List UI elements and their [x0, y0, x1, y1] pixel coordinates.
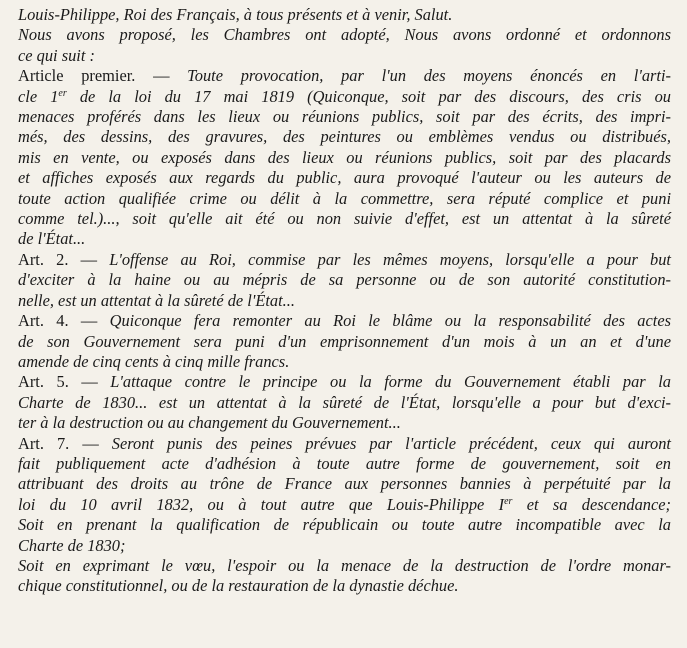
- line-text: mis en vente, ou exposés dans des lieux ou réunions publics, soit par des placards: [18, 147, 671, 167]
- line-text: Nous avons proposé, les Chambres ont adopté, Nous avons ordonné et ordonnons: [18, 25, 671, 45]
- line-text: chique constitutionnel, ou de la restauration de la dynastie déchue.: [18, 576, 459, 596]
- superscript: er: [58, 87, 67, 99]
- text-line: [18, 393, 671, 413]
- text-line: [18, 209, 671, 229]
- text-line: [18, 332, 671, 352]
- article-heading: Art. 5. —: [18, 372, 111, 392]
- line-text: amende de cinq cents à cinq mille francs.: [18, 351, 290, 371]
- text-line: [18, 148, 671, 168]
- line-text: L'attaque contre le principe ou la forme du Gouvernement établi par la: [110, 372, 671, 392]
- superscript: er: [504, 495, 513, 507]
- text-line: [18, 270, 671, 290]
- article-heading: Art. 2. —: [18, 249, 110, 269]
- line-text: d'exciter à la haine ou au mépris de sa personne ou de son autorité constitution-: [18, 270, 671, 290]
- line-text-continued: et sa descendance;: [512, 494, 671, 514]
- line-text: fait publiquement acte d'adhésion à toute autre forme de gouvernement, soit en: [18, 453, 671, 473]
- text-line: [18, 87, 671, 107]
- line-text: més, des dessins, des gravures, des peintures ou emblèmes vendus ou distribués,: [18, 127, 671, 147]
- text-line: [18, 311, 671, 331]
- text-line: [18, 189, 671, 209]
- line-text: loi du 10 avril 1832, ou à tout autre que Louis-Philippe I: [18, 494, 505, 514]
- line-text: cle 1: [18, 86, 59, 106]
- line-text: et affiches exposés aux regards du public, aura provoqué l'auteur ou les auteurs de: [18, 168, 671, 188]
- text-line: [18, 25, 671, 45]
- line-text: Louis-Philippe, Roi des Français, à tous présents et à venir, Salut.: [18, 5, 453, 24]
- article-heading: Art. 7. —: [18, 433, 112, 453]
- line-text: nelle, est un attentat à la sûreté de l'État...: [18, 290, 295, 310]
- text-line: [18, 413, 671, 433]
- text-line: [18, 291, 671, 311]
- text-line: [18, 495, 671, 515]
- line-text: comme tel.)..., soit qu'elle ait été ou non suivie d'effet, est un attentat à la sûreté: [18, 209, 671, 229]
- text-line: [18, 127, 671, 147]
- line-text: de son Gouvernement sera puni d'un emprisonnement d'un mois à un an et d'une: [18, 331, 671, 351]
- text-line: [18, 229, 671, 249]
- text-line: [18, 250, 671, 270]
- text-line: [18, 556, 671, 576]
- text-line: [18, 372, 671, 392]
- line-text: Seront punis des peines prévues par l'article précédent, ceux qui auront: [111, 433, 671, 453]
- line-text: Charte de 1830;: [18, 535, 126, 555]
- line-text: de l'État...: [18, 229, 86, 249]
- text-line: [18, 5, 671, 25]
- line-text: Toute provocation, par l'un des moyens énoncés en l'arti-: [187, 66, 671, 86]
- line-text: attribuant des droits au trône de France aux personnes bannies à perpétuité par la: [18, 474, 671, 494]
- text-line: [18, 454, 671, 474]
- article-heading: Article premier. —: [18, 66, 188, 86]
- line-text-continued: de la loi du 17 mai 1819 (Quiconque, soit par des discours, des cris ou: [66, 86, 671, 106]
- line-text: ter à la destruction ou au changement du Gouvernement...: [18, 413, 401, 433]
- line-text: Quiconque fera remonter au Roi le blâme ou la responsabilité des actes: [109, 311, 671, 331]
- text-line: [18, 515, 671, 535]
- text-line: [18, 66, 671, 86]
- line-text: menaces proférés dans les lieux ou réunions publics, soit par des écrits, des impri-: [18, 107, 671, 127]
- line-text: Charte de 1830... est un attentat à la sûreté de l'État, lorsqu'elle a pour but d'exci-: [18, 392, 671, 412]
- article-heading: Art. 4. —: [18, 311, 110, 331]
- text-line: [18, 474, 671, 494]
- line-text: toute action qualifiée crime ou délit à la commettre, sera réputé complice et puni: [18, 188, 671, 208]
- text-line: [18, 168, 671, 188]
- text-line: [18, 576, 671, 596]
- line-text: L'offense au Roi, commise par les mêmes moyens, lorsqu'elle a pour but: [109, 249, 671, 269]
- line-text: Soit en prenant la qualification de républicain ou toute autre incompatible avec la: [18, 515, 671, 535]
- text-line: [18, 536, 671, 556]
- text-line: [18, 46, 671, 66]
- text-line: [18, 434, 671, 454]
- text-line: [18, 107, 671, 127]
- text-line: [18, 352, 671, 372]
- line-text: Soit en exprimant le vœu, l'espoir ou la menace de la destruction de l'ordre monar-: [18, 555, 671, 575]
- line-text: ce qui suit :: [18, 45, 95, 65]
